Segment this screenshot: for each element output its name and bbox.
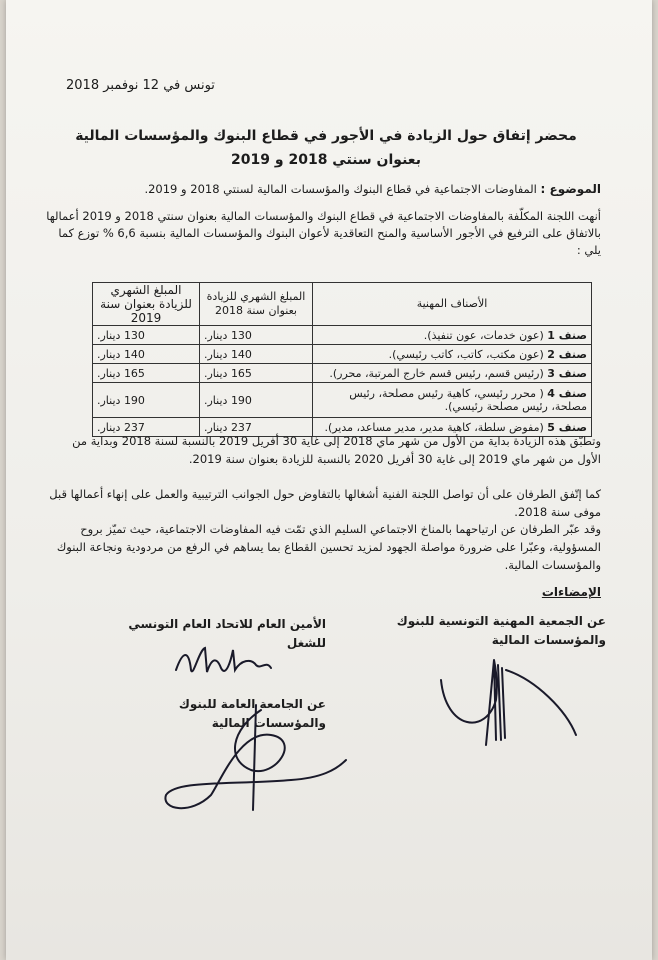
category-cell: [313, 345, 592, 364]
table-row: [93, 345, 592, 364]
amount-2018-cell: 130 دينار.: [200, 326, 313, 345]
document-date: تونس في 12 نوفمبر 2018: [66, 78, 215, 93]
amount-2018-cell: 237 دينار.: [200, 418, 313, 437]
agreement-paragraph: كما إتّفق الطرفان على أن تواصل اللجنة الفنية أشغالها بالتفاوض حول الجوانب الترتيبية والعمل على إنهاء أعمالها قبل موفى سنة 2018.: [49, 487, 601, 519]
category-desc: (رئيس قسم، رئيس قسم خارج المرتبة، محرر).: [329, 366, 544, 380]
table-row: [93, 383, 592, 418]
amount-2018-cell: 140 دينار.: [200, 345, 313, 364]
category-label: صنف 2: [547, 347, 587, 361]
raise-table: [92, 282, 592, 437]
intro-paragraph: أنهت اللجنة المكلّفة بالمفاوضات الاجتماعية في قطاع البنوك والمؤسسات المالية بعنوان سنتي 2018 و 2019 أعمالها بالاتفاق على الترفيع في الأجور الأساسية والمنح التعاقدية لأعوان البنوك والمؤسسات المالية بنسبة 6,6 % توزع كما يلي :: [46, 209, 601, 257]
category-cell: [313, 326, 592, 345]
signature-right: [426, 640, 586, 760]
satisfaction-paragraph: وقد عبّر الطرفان عن ارتياحهما بالمناخ الاجتماعي السليم الذي تمّت فيه المفاوضات الاجتماعية، حيث تميّز بروح المسؤولية، وعبّرا على ضرورة مواصلة الجهود لمزيد تحسين القطاع بما يساهم في الرفع من مردودية ونجاعة البنوك والمؤسسات المالية.: [56, 522, 601, 572]
header-amount-2019: المبلغ الشهري للزيادة بعنوان سنة 2019: [93, 283, 200, 326]
subject-line: [46, 180, 601, 199]
table-row: [93, 364, 592, 383]
category-desc: (عون مكتب، كاتب، كاتب رئيسي).: [388, 347, 544, 361]
category-cell: [313, 364, 592, 383]
subject-text: المفاوضات الاجتماعية في قطاع البنوك والمؤسسات المالية لسنتي 2018 و 2019.: [144, 182, 537, 196]
document-page: [6, 0, 652, 960]
signatory-line: عن الجامعة العامة للبنوك: [178, 697, 326, 711]
table-row: [93, 326, 592, 345]
signatory-line: الأمين العام للاتحاد العام التونسي للشغل: [128, 617, 326, 650]
amount-2019-cell: 165 دينار.: [93, 364, 200, 383]
signature-left-bottom: [151, 700, 351, 820]
amount-2018-cell: 165 دينار.: [200, 364, 313, 383]
header-category: الأصناف المهنية: [313, 283, 592, 326]
amount-2018-cell: 190 دينار.: [200, 383, 313, 418]
category-cell: [313, 383, 592, 418]
category-label: صنف 5: [547, 420, 587, 434]
header-amount-2018: المبلغ الشهري للزيادة بعنوان سنة 2018: [200, 283, 313, 326]
application-paragraph: وتطبّق هذه الزيادة بداية من الأول من شهر ماي 2018 إلى غاية 30 أفريل 2019 بالنسبة لسنة 2018 وبداية من الأول من شهر ماي 2019 إلى غاية 30 أفريل 2020 بالنسبة للزيادة بعنوان سنة 2019.: [72, 434, 601, 466]
amount-2019-cell: 190 دينار.: [93, 383, 200, 418]
category-label: صنف 3: [547, 366, 587, 380]
signatory-line: والمؤسسات المالية: [211, 716, 326, 730]
amount-2019-cell: 130 دينار.: [93, 326, 200, 345]
document-title: محضر إتفاق حول الزيادة في الأجور في قطاع البنوك والمؤسسات المالية: [75, 128, 577, 144]
category-desc: ( محرر رئيسي، كاهية رئيس مصلحة، رئيس مصلحة، رئيس مصلحة رئيسي).: [349, 387, 587, 413]
category-label: صنف 1: [547, 328, 587, 342]
signatory-line: والمؤسسات المالية: [491, 633, 606, 647]
table-header-row: [93, 283, 592, 326]
amount-2019-cell: 140 دينار.: [93, 345, 200, 364]
category-desc: (عون خدمات، عون تنفيذ).: [423, 328, 544, 342]
amount-2019-cell: 237 دينار.: [93, 418, 200, 437]
subject-label: الموضوع :: [540, 182, 601, 196]
signatures-heading: الإمضاءات: [541, 585, 601, 599]
signatory-line: عن الجمعية المهنية التونسية للبنوك: [396, 614, 606, 628]
document-subtitle: بعنوان سنتي 2018 و 2019: [231, 152, 421, 168]
category-desc: (مفوض سلطة، كاهية مدير، مدير مساعد، مدير).: [324, 420, 544, 434]
category-label: صنف 4: [547, 387, 587, 400]
signature-left-top: [171, 630, 281, 685]
